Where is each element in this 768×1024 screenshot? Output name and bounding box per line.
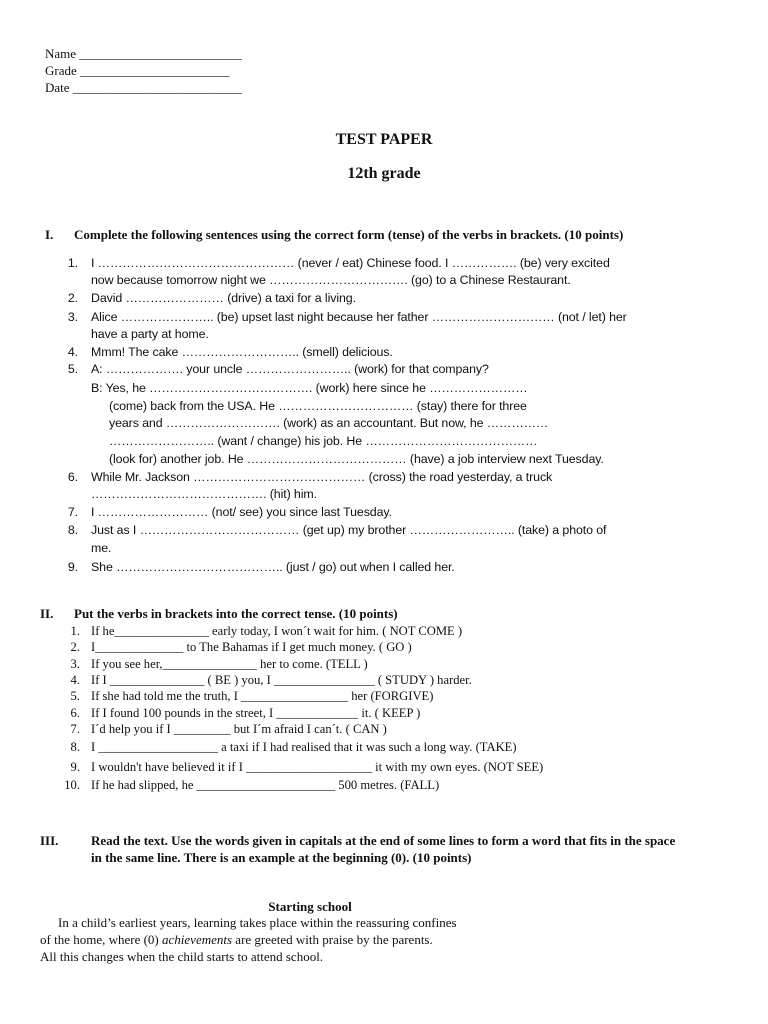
item-text: (look for) another job. He ………………………………… (have) a job interview next Tuesday.: [109, 452, 604, 466]
item-number: 7.: [70, 722, 80, 736]
section2-instruction: Put the verbs in brackets into the correct tense. (10 points): [74, 606, 398, 621]
page-subtitle: 12th grade: [347, 165, 421, 182]
item-number: 4.: [70, 673, 80, 687]
item-number: 6.: [67, 470, 78, 484]
item-number: 9.: [70, 760, 80, 774]
item-number: 7.: [67, 505, 78, 519]
item-text: Mmm! The cake ……………………….. (smell) delicious.: [91, 345, 393, 359]
item-text: If she had told me the truth, I _________________ her (FORGIVE): [91, 689, 434, 703]
item-number: 9.: [67, 560, 78, 574]
item-number: 2.: [67, 291, 78, 305]
item-number: 8.: [67, 523, 78, 537]
item-number: 1.: [70, 624, 80, 638]
section3-instruction-line1: Read the text. Use the words given in capitals at the end of some lines to form a word that fits in the space: [91, 833, 676, 848]
item-number: 6.: [70, 706, 80, 720]
item-text: …………………….. (want / change) his job. He ……………………………………: [109, 434, 538, 448]
passage-line-1: In a child’s earliest years, learning takes place within the reassuring confines: [58, 915, 457, 930]
item-text: now because tomorrow night we ……………………………. (go) to a Chinese Restaurant.: [91, 273, 571, 287]
item-text: If he_______________ early today, I won´t wait for him. ( NOT COME ): [91, 624, 463, 638]
date-field: Date __________________________: [45, 80, 242, 95]
item-text: I ………………………………………… (never / eat) Chinese food. I ……………. (be) very excited: [91, 256, 610, 270]
item-text: have a party at home.: [91, 327, 209, 341]
passage-line-2-start: of the home, where (0): [40, 932, 159, 947]
section1-roman: I.: [45, 227, 54, 242]
item-text: If you see her,_______________ her to come. (TELL ): [91, 657, 368, 671]
item-text: While Mr. Jackson …………………………………… (cross) the road yesterday, a truck: [91, 470, 553, 484]
passage-title: Starting school: [268, 899, 352, 914]
item-text: Just as I ………………………………… (get up) my brother …………………….. (take) a photo of: [91, 523, 607, 537]
item-text: A: ………………. your uncle …………………….. (work) for that company?: [91, 362, 489, 376]
section3-instruction-line2: in the same line. There is an example at the beginning (0). (10 points): [91, 850, 472, 865]
item-text: I ……………………… (not/ see) you since last Tuesday.: [91, 505, 392, 519]
item-number: 4.: [67, 345, 78, 359]
passage-line-3: All this changes when the child starts to attend school.: [40, 949, 324, 964]
item-text: I______________ to The Bahamas if I get much money. ( GO ): [91, 640, 412, 654]
passage-line-2-end: are greeted with praise by the parents.: [235, 932, 433, 947]
item-text: If he had slipped, he ______________________ 500 metres. (FALL): [91, 778, 440, 792]
example-answer: achievements: [162, 932, 233, 947]
item-number: 10.: [64, 778, 80, 792]
passage-line-2: [40, 931, 433, 948]
item-text: I ___________________ a taxi if I had realised that it was such a long way. (TAKE): [91, 740, 517, 754]
item-text: If I _______________ ( BE ) you, I ________________ ( STUDY ) harder.: [91, 673, 472, 687]
item-text: Alice ………………….. (be) upset last night because her father ………………………… (not / let) her: [91, 310, 627, 324]
item-number: 8.: [70, 740, 80, 754]
item-text: ……………………………………. (hit) him.: [91, 487, 317, 501]
item-text: She ………………………………….. (just / go) out when I called her.: [91, 560, 455, 574]
item-text: me.: [91, 541, 112, 555]
item-number: 5.: [67, 362, 78, 376]
section2-roman: II.: [40, 606, 54, 621]
name-field: Name _________________________: [45, 46, 242, 61]
item-text: I´d help you if I _________ but I´m afraid I can´t. ( CAN ): [91, 722, 387, 736]
item-text: B: Yes, he …………………………………. (work) here since he ……………………: [91, 381, 528, 395]
item-text: I wouldn't have believed it if I ____________________ it with my own eyes. (NOT SEE): [91, 760, 544, 774]
item-text: If I found 100 pounds in the street, I _____________ it. ( KEEP ): [91, 706, 421, 720]
item-number: 2.: [70, 640, 80, 654]
item-number: 3.: [67, 310, 78, 324]
grade-field: Grade _______________________: [45, 63, 230, 78]
item-number: 3.: [70, 657, 80, 671]
item-number: 1.: [67, 256, 78, 270]
section1-instruction: Complete the following sentences using the correct form (tense) of the verbs in brackets. (10 points): [74, 227, 624, 242]
item-number: 5.: [70, 689, 80, 703]
section3-roman: III.: [40, 833, 59, 848]
page-title: TEST PAPER: [335, 131, 433, 148]
item-text: David …………………… (drive) a taxi for a living.: [91, 291, 356, 305]
item-text: (come) back from the USA. He …………………………… (stay) there for three: [109, 399, 527, 413]
item-text: years and ………………………. (work) as an accountant. But now, he ……………: [109, 416, 549, 430]
